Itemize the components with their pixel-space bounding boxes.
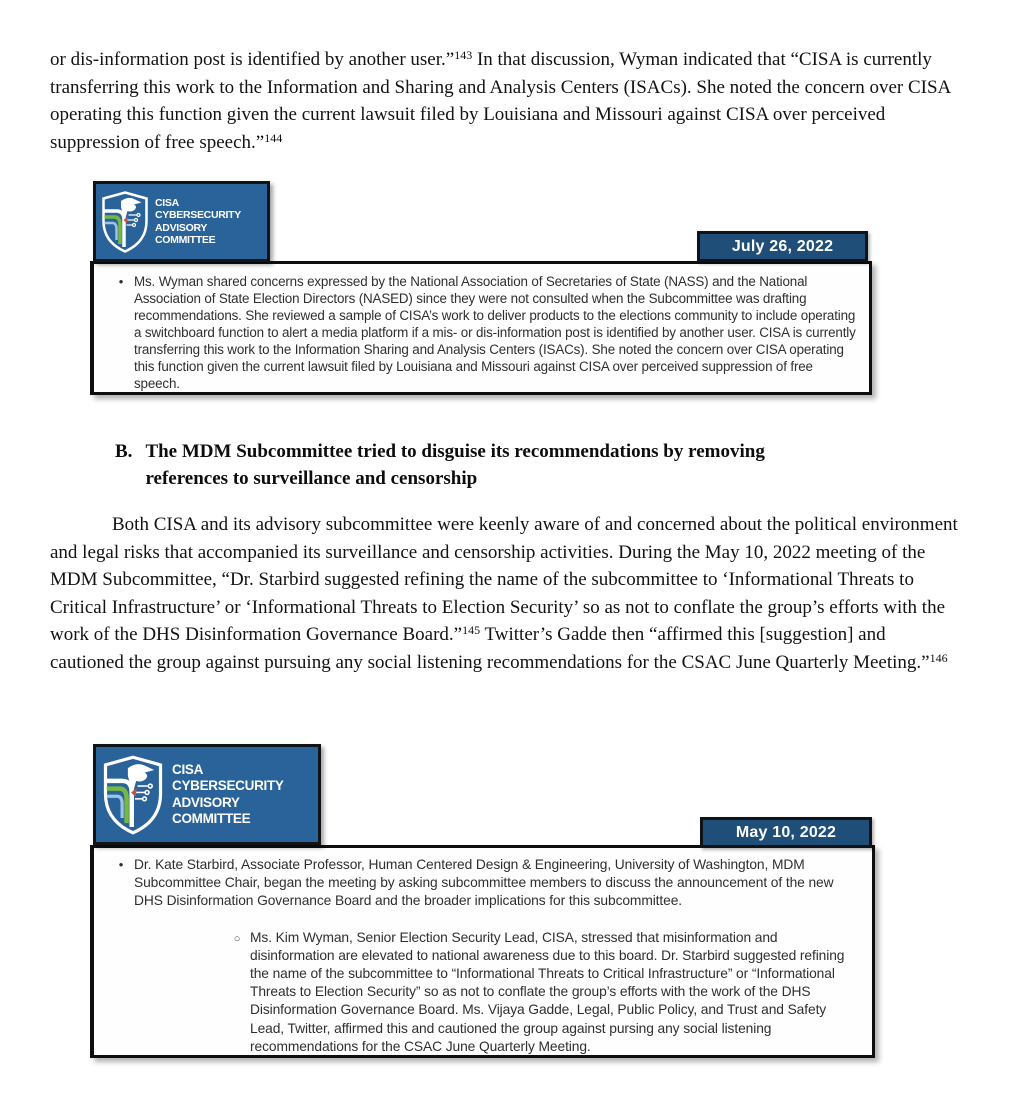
section-letter: B. — [115, 441, 133, 462]
sub-list-item — [224, 929, 860, 1056]
meeting-notes-box-july — [90, 261, 872, 395]
bullet-icon: • — [118, 857, 124, 872]
circle-bullet-icon: ○ — [233, 932, 241, 945]
cisa-logo-banner-may — [93, 744, 321, 845]
body-text-1: Both CISA and its advisory subcommittee were keenly aware of and concerned about the political environment and legal risks that accompanied its surveillance and censorship activities. During the May 10, 2022 meeting of the MDM Subcommittee, “Dr. Starbird suggested refining the name of the subcommittee to ‘Informational Threats to Critical Infrastructure’ or ‘Informational Threats to Election Security’ so as not to conflate the group’s efforts with the work of the DHS Disinformation Governance Board.” — [50, 514, 958, 645]
cisa-shield-logo-icon — [100, 189, 150, 255]
logo-line-cybersecurity: CYBERSECURITY — [155, 209, 241, 221]
logo-wordmark — [155, 197, 241, 247]
meeting-notes-box-may — [90, 845, 875, 1058]
footnote-ref-144: 144 — [264, 130, 283, 145]
bullet-icon: • — [118, 274, 124, 289]
date-badge-may: May 10, 2022 — [700, 817, 872, 848]
logo-line-committee: COMMITTEE — [172, 811, 251, 826]
logo-line-advisory: ADVISORY — [172, 794, 240, 810]
section-heading — [115, 438, 850, 492]
logo-line-cisa: CISA — [155, 196, 179, 209]
footnote-ref-146: 146 — [929, 650, 948, 665]
logo-line-committee: COMMITTEE — [155, 234, 216, 246]
logo-line-cisa: CISA — [172, 761, 204, 777]
list-item — [108, 856, 860, 911]
body-text-2: Twitter’s Gadde then “affirmed this [suggestion] and cautioned the group against pursuing any social listening recommendations for the CSAC June Quarterly Meeting.” — [50, 624, 930, 673]
footnote-ref-143: 143 — [454, 48, 473, 62]
cisa-logo-banner-july — [93, 181, 270, 262]
logo-line-cybersecurity: CYBERSECURITY — [172, 778, 284, 793]
section-title: The MDM Subcommittee tried to disguise its recommendations by removing references to surveillance and censorship — [145, 441, 765, 489]
list-item — [108, 273, 857, 392]
meeting-note-text: Ms. Wyman shared concerns expressed by the National Association of Secretaries of State (NASS) and the National Association of State Election Directors (NASED) since they were not consulted when the Subcommittee was drafting recommendations. She reviewed a sample of CISA’s work to deliver products to the elections community to include operating a switchboard function to alert a media platform if a mis- or dis-information post is identified by another user. CISA is currently transferring this work to the Information Sharing and Analysis Centers (ISACs). She noted the concern over CISA operating this function given the current lawsuit filed by Louisiana and Missouri against CISA over perceived suppression of free speech. — [134, 274, 856, 391]
intro-text-1: or dis-information post is identified by another user.” — [50, 49, 455, 70]
cisa-shield-logo-icon — [101, 753, 165, 837]
logo-line-advisory: ADVISORY — [155, 221, 208, 234]
footnote-ref-145: 145 — [462, 623, 481, 637]
body-paragraph — [50, 511, 964, 676]
logo-wordmark — [172, 762, 284, 828]
meeting-note-text: Dr. Kate Starbird, Associate Professor, Human Centered Design & Engineering, University of Washington, MDM Subcommittee Chair, began the meeting by asking subcommittee members to discuss the announcement of the new DHS Disinformation Governance Board and the broader implications for this subcommittee. — [134, 857, 834, 909]
intro-paragraph — [50, 46, 964, 156]
meeting-subnote-text: Ms. Kim Wyman, Senior Election Security Lead, CISA, stressed that misinformation and disinformation are elevated to national awareness due to this board. Dr. Starbird suggested refining the name of the subcommittee to “Informational Threats to Critical Infrastructure” or “Informational Threats to Election Security” so as not to conflate the group’s efforts with the work of the DHS Disinformation Governance Board. Ms. Vijaya Gadde, Legal, Public Policy, and Trust and Safety Lead, Twitter, affirmed this and cautioned the group against pursing any social listening recommendations for the CSAC June Quarterly Meeting. — [250, 929, 845, 1054]
intro-text-2: In that discussion, Wyman indicated that “CISA is currently transferring this work to the Information and Sharing and Analysis Centers (ISACs). She noted the concern over CISA operating this function given the current lawsuit filed by Louisiana and Missouri against CISA over perceived suppression of free speech.” — [50, 49, 951, 153]
date-badge-july: July 26, 2022 — [697, 231, 868, 262]
